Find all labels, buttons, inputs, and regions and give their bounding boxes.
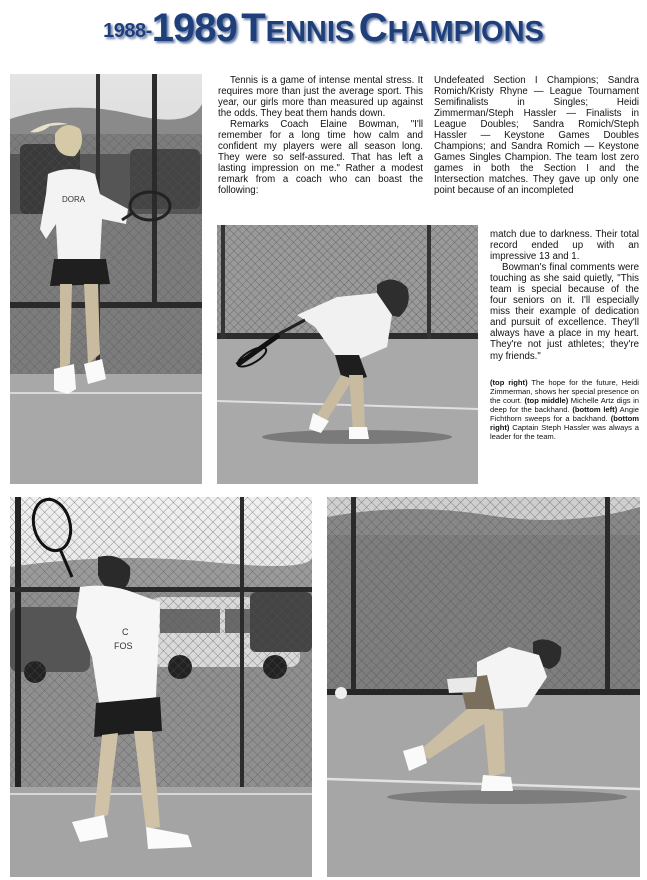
page-title <box>0 6 647 66</box>
article-column-1 <box>218 75 423 197</box>
title-year: 1989 <box>151 6 237 50</box>
photo-bottom-left <box>10 497 312 877</box>
photo-bottom-right <box>327 497 640 877</box>
photo-top-left <box>10 74 202 484</box>
caption-text: The hope for the future, Heidi Zimmerman, shows her special presence on the court. <box>490 378 639 405</box>
title-word2-rest: HAMPIONS <box>387 16 544 48</box>
shirt-text-1: C <box>122 627 129 637</box>
caption-text: Michelle Artz digs in deep for the backhand. <box>490 396 639 414</box>
article-paragraph: Bowman's final comments were touching as she said quietly, "This team is special because of the four seniors on it. I'll especially miss their example of dedication and pursuit of excellence. They'll always have a place in my heart. They're not just athletes; they're my friends." <box>490 262 639 362</box>
caption-text: Angie Fichthorn sweeps for a backhand. <box>490 405 639 423</box>
article-column-2 <box>434 75 639 197</box>
article-paragraph: Remarks Coach Elaine Bowman, "I'll remember for a long time how calm and confident my players were all season long. They were so self-assured. That has left a lasting impression on me." Rather a modest remark from a coach who can boast the following: <box>218 119 423 197</box>
title-word1-rest: ENNIS <box>265 16 355 48</box>
title-year-prefix: 1988- <box>103 20 152 42</box>
shirt-text-2: FOS <box>114 641 133 651</box>
article-paragraph: Undefeated Section I Champions; Sandra Romich/Kristy Rhyne — League Tournament Semifinalists in Singles; Heidi Zimmerman/Steph Hassler — Finalists in League Doubles; Sandra Romich/Steph Hassler — Keystone Games Doubles Champions; and Sandra Romich — Keystone Games Singles Champion. The team lost zero games in both the Section I and the Intersection matches. They gave up only one point because of an incompleted <box>434 75 639 197</box>
caption-text: Captain Steph Hassler was always a leader for the team. <box>490 423 639 441</box>
article-paragraph: match due to darkness. Their total record ended up with an impressive 13 and 1. <box>490 229 639 263</box>
caption-label: (bottom left) <box>572 405 618 414</box>
caption-label: (top right) <box>490 378 528 387</box>
photo-captions <box>490 378 639 441</box>
title-word1-cap: T <box>241 6 266 50</box>
photo-top-middle <box>217 225 478 484</box>
title-word2-cap: C <box>358 6 388 50</box>
article-column-3 <box>490 229 639 362</box>
caption-label: (top middle) <box>524 396 569 405</box>
article-paragraph: Tennis is a game of intense mental stress. It requires more than just the average sport. This year, our girls more than measured up against the odds. They beat them hands down. <box>218 75 423 120</box>
shirt-text: DORA <box>62 195 86 204</box>
caption-label: (bottom right) <box>490 414 639 432</box>
